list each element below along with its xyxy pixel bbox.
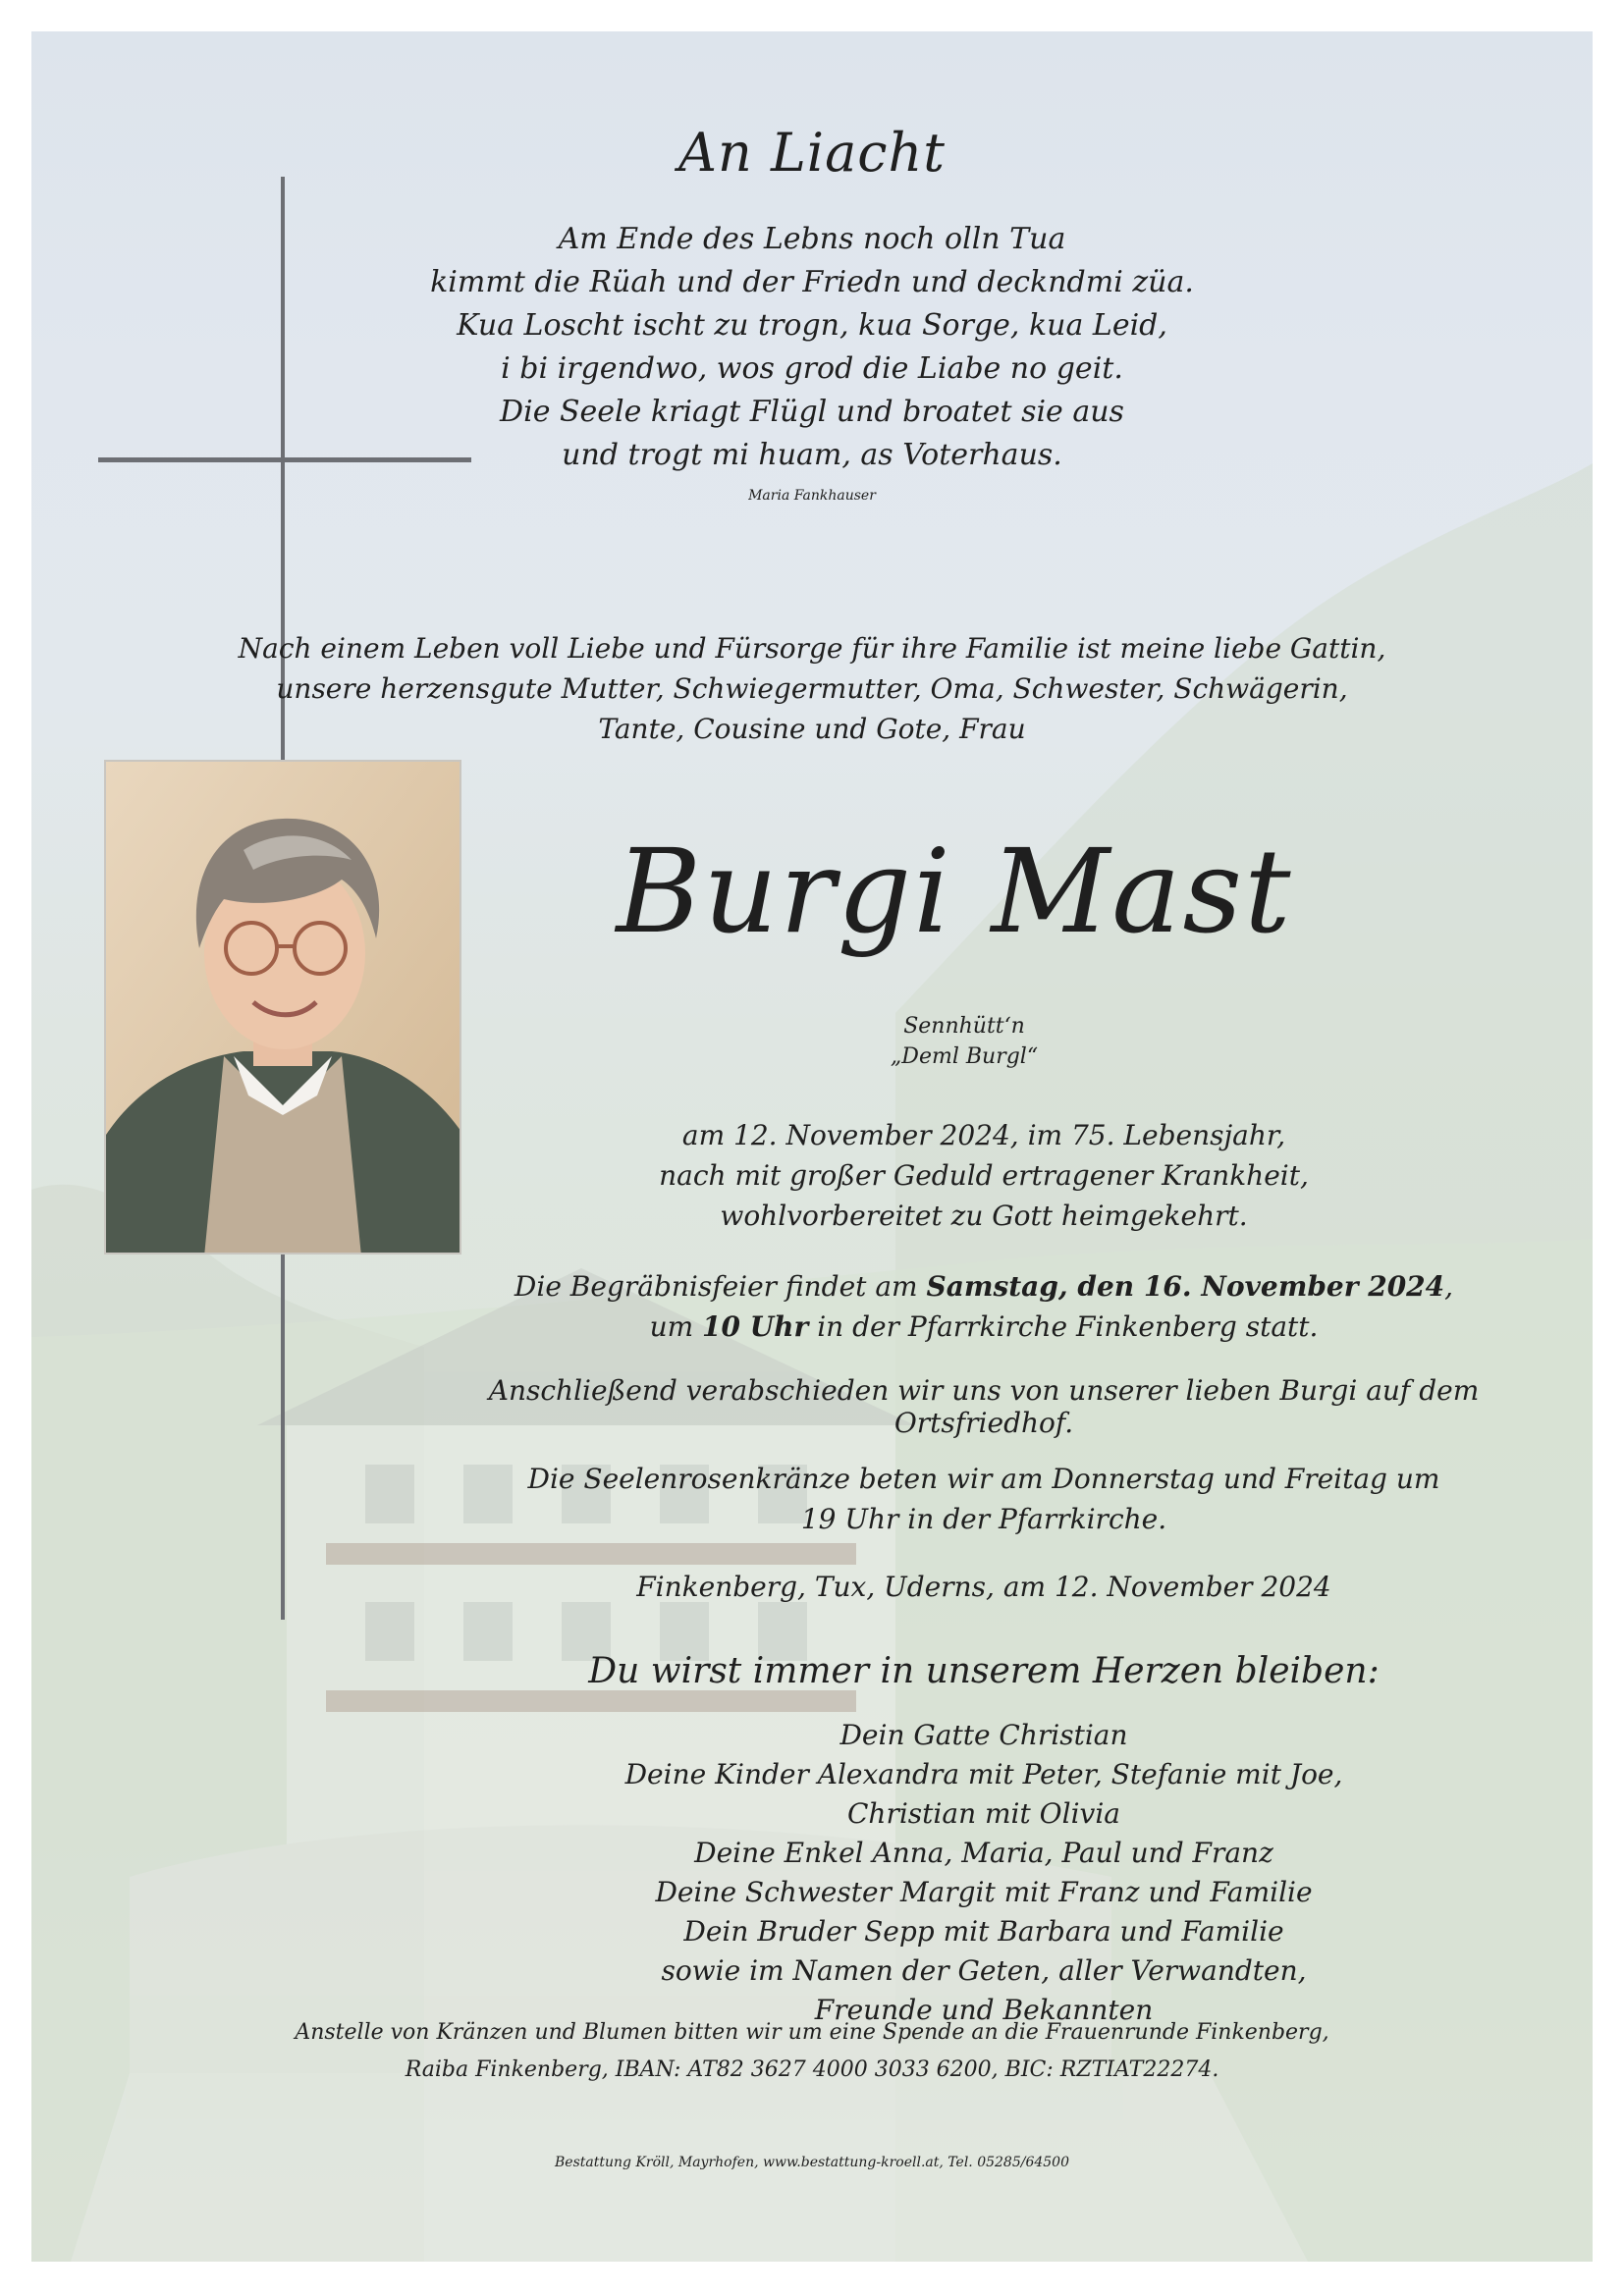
place-date: Finkenberg, Tux, Uderns, am 12. November 2024 xyxy=(636,1571,1331,1603)
poem xyxy=(31,218,1593,477)
funeral-time: 10 Uhr xyxy=(702,1310,809,1343)
poem-line: Am Ende des Lebns noch olln Tua xyxy=(558,222,1066,256)
funeral-line xyxy=(444,1266,1524,1307)
donation-line: Raiba Finkenberg, IBAN: AT82 3627 4000 3033 6200, BIC: RZTIAT22274. xyxy=(405,2057,1219,2082)
intro-line: Nach einem Leben voll Liebe und Fürsorge für ihre Familie ist meine liebe Gattin, xyxy=(238,632,1386,665)
mourner-line: Deine Schwester Margit mit Franz und Familie xyxy=(655,1876,1313,1908)
motto: Du wirst immer in unserem Herzen bleiben: xyxy=(588,1651,1380,1691)
death-line: am 12. November 2024, im 75. Lebensjahr, xyxy=(681,1119,1286,1151)
death-notice xyxy=(444,1115,1524,1236)
poem-line: i bi irgendwo, wos grod die Liabe no geit. xyxy=(501,351,1123,386)
rosary-line: Die Seelenrosenkränze beten wir am Donnerstag und Freitag um xyxy=(527,1463,1440,1495)
rosary-line: 19 Uhr in der Pfarrkirche. xyxy=(800,1503,1167,1535)
mourner-line: Freunde und Bekannten xyxy=(814,1994,1154,2026)
rosary-info xyxy=(444,1459,1524,1539)
intro-line: Tante, Cousine und Gote, Frau xyxy=(598,713,1026,745)
mourner-line: Dein Gatte Christian xyxy=(839,1719,1128,1751)
funeral-date: Samstag, den 16. November 2024 xyxy=(926,1270,1445,1303)
intro-text xyxy=(31,628,1593,749)
deceased-name: Burgi Mast xyxy=(616,824,1293,959)
poem-line: Die Seele kriagt Flügl und broatet sie aus xyxy=(500,395,1124,429)
funeral-text: in der Pfarrkirche Finkenberg statt. xyxy=(808,1310,1319,1343)
heading: An Liacht xyxy=(678,122,946,184)
nickname xyxy=(719,1011,1210,1072)
funeral-text: Die Begräbnisfeier findet am xyxy=(514,1270,927,1303)
death-line: nach mit großer Geduld ertragener Krankheit, xyxy=(659,1159,1309,1192)
death-line: wohlvorbereitet zu Gott heimgekehrt. xyxy=(720,1200,1248,1232)
poem-line: Kua Loscht ischt zu trogn, kua Sorge, kua Leid, xyxy=(457,308,1167,343)
mourner-line: Christian mit Olivia xyxy=(847,1797,1120,1830)
mourner-line: Dein Bruder Sepp mit Barbara und Familie xyxy=(683,1915,1284,1948)
portrait-photo xyxy=(104,760,461,1255)
mourner-line: Deine Kinder Alexandra mit Peter, Stefanie mit Joe, xyxy=(624,1758,1343,1790)
poem-author: Maria Fankhauser xyxy=(748,488,876,504)
mourner-line: Deine Enkel Anna, Maria, Paul und Franz xyxy=(694,1837,1273,1869)
funeral-info xyxy=(444,1266,1524,1347)
burial-info: Anschließend verabschieden wir uns von unserer lieben Burgi auf dem Ortsfriedhof. xyxy=(488,1374,1480,1439)
poem-line: und trogt mi huam, as Voterhaus. xyxy=(562,438,1062,472)
nickname-line: „Deml Burgl“ xyxy=(890,1044,1039,1069)
obituary-page xyxy=(31,31,1593,2262)
mourners-list xyxy=(444,1716,1524,2030)
donation-line: Anstelle von Kränzen und Blumen bitten wir um eine Spende an die Frauenrunde Finkenberg, xyxy=(295,2020,1329,2045)
funeral-text: , xyxy=(1444,1270,1454,1303)
donation-note xyxy=(31,2014,1593,2089)
funeral-text: um xyxy=(649,1310,703,1343)
funeral-home-footer: Bestattung Kröll, Mayrhofen, www.bestattung-kroell.at, Tel. 05285/64500 xyxy=(555,2155,1069,2170)
poem-line: kimmt die Rüah und der Friedn und deckndmi züa. xyxy=(430,265,1194,299)
intro-line: unsere herzensgute Mutter, Schwiegermutter, Oma, Schwester, Schwägerin, xyxy=(276,672,1348,705)
funeral-line xyxy=(444,1307,1524,1347)
mourner-line: sowie im Namen der Geten, aller Verwandten, xyxy=(661,1954,1307,1987)
nickname-line: Sennhütt‘n xyxy=(903,1014,1025,1039)
